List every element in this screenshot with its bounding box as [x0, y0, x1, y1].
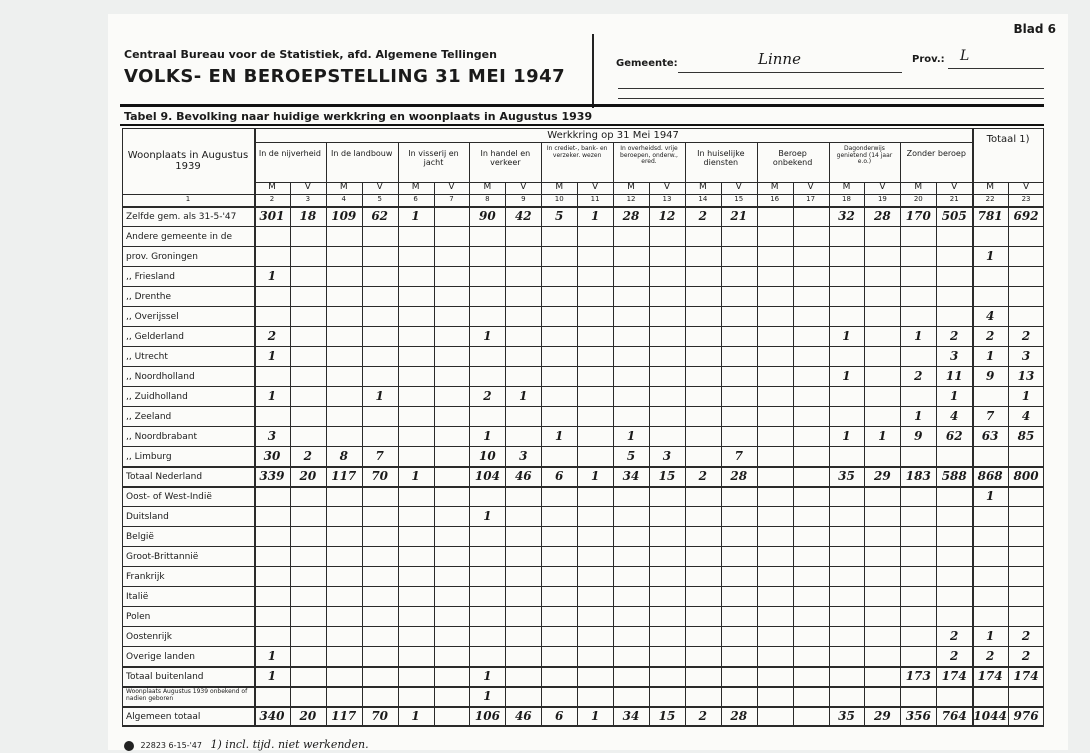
table-cell: 183 [905, 469, 931, 483]
table-cell: 62 [371, 209, 389, 223]
table-cell: 1 [483, 509, 492, 523]
table-cell: 2 [1021, 329, 1031, 343]
table-cell: 174 [977, 669, 1003, 683]
mv-label: M [842, 182, 851, 192]
column-number: 15 [734, 195, 744, 203]
table-cell: 15 [658, 709, 676, 723]
table-cell: 1 [411, 709, 420, 723]
table-cell: 20 [299, 709, 317, 723]
grid-line [122, 686, 1044, 688]
grid-line [122, 446, 1044, 447]
grid-line [122, 206, 1044, 208]
grid-line [122, 606, 1044, 607]
table-cell: 35 [838, 709, 855, 723]
table-cell: 3 [267, 429, 277, 443]
column-number: 10 [554, 195, 564, 203]
group-header: In handel en verkeer [480, 149, 531, 167]
column-number: 16 [770, 195, 780, 203]
census-sheet [108, 14, 1068, 750]
grid-line [122, 386, 1044, 387]
row-label: Woonplaats Augustus 1939 onbekend of nadien geboren [126, 688, 248, 702]
row-label: Duitsland [126, 512, 169, 522]
column-number: 23 [1021, 195, 1031, 203]
grid-line [398, 142, 399, 726]
table-cell: 7 [734, 449, 743, 463]
table-cell: 2 [914, 369, 923, 383]
table-cell: 174 [1013, 669, 1039, 683]
table-cell: 339 [259, 469, 285, 483]
group-header: Dagonderwijs genietend (14 jaar e.o.) [836, 145, 893, 166]
table-cell: 21 [730, 209, 748, 223]
footnote-note: 1) incl. tijd. niet werkenden. [210, 738, 369, 751]
prov-line [948, 68, 1044, 69]
footnote [124, 738, 369, 751]
table-cell: 18 [299, 209, 317, 223]
table-cell: 1 [914, 409, 923, 423]
header-divider [592, 34, 594, 108]
print-code: 22823 6-15-'47 [140, 741, 202, 750]
table-cell: 1 [985, 249, 995, 263]
mv-label: V [879, 182, 886, 192]
grid-line [936, 182, 937, 726]
table-cell: 340 [259, 709, 285, 723]
row-label: ,, Noordbrabant [126, 432, 197, 442]
grid-line [122, 706, 1044, 708]
table-cell: 1 [267, 649, 277, 663]
mv-label: M [914, 182, 923, 192]
prov-value: L [960, 48, 970, 64]
table-cell: 4 [950, 409, 959, 423]
table-cell: 1 [590, 469, 600, 483]
table-cell: 1 [914, 329, 923, 343]
column-number: 22 [985, 195, 995, 203]
grid-line [122, 646, 1044, 647]
table-cell: 20 [299, 469, 317, 483]
table-cell: 4 [1021, 409, 1031, 423]
table-cell: 2 [698, 209, 708, 223]
grid-line [122, 546, 1044, 547]
column-number: 17 [806, 195, 816, 203]
table-cell: 13 [1017, 369, 1035, 383]
grid-line [326, 142, 327, 726]
grid-line [122, 194, 1044, 195]
table-cell: 30 [263, 449, 281, 463]
table-cell: 301 [259, 209, 285, 223]
table-cell: 3 [1021, 349, 1031, 363]
table-cell: 9 [914, 429, 923, 443]
table-cell: 28 [874, 209, 891, 223]
census-table [122, 128, 1044, 726]
table-cell: 34 [622, 709, 640, 723]
table-cell: 4 [985, 309, 995, 323]
mv-label: M [555, 182, 564, 192]
grid-line [122, 286, 1044, 287]
grid-line [122, 466, 1044, 468]
grid-line [122, 306, 1044, 307]
table-cell: 1 [1021, 389, 1031, 403]
table-cell: 1 [842, 329, 851, 343]
table-cell: 63 [981, 429, 999, 443]
gemeente-line [678, 72, 902, 73]
table-cell: 1 [267, 389, 277, 403]
table-cell: 800 [1013, 469, 1039, 483]
table-cell: 2 [303, 449, 313, 463]
mv-label: M [411, 182, 420, 192]
group-header: In de nijverheid [258, 149, 321, 158]
table-cell: 70 [371, 709, 389, 723]
row-label: Andere gemeente in de [126, 232, 233, 242]
table-cell: 104 [474, 469, 500, 483]
grid-line [122, 426, 1044, 427]
table-cell: 588 [941, 469, 967, 483]
table-cell: 1 [411, 209, 420, 223]
row-label: Overige landen [126, 652, 195, 662]
table-cell: 1044 [973, 709, 1007, 723]
grid-line [122, 626, 1044, 627]
table-cell: 1 [590, 209, 600, 223]
table-cell: 7 [985, 409, 995, 423]
row-label: ,, Drenthe [126, 292, 172, 302]
table-cell: 1 [878, 429, 887, 443]
grid-line [122, 266, 1044, 267]
table-cell: 2 [985, 329, 995, 343]
mv-label: M [698, 182, 707, 192]
table-cell: 2 [1021, 629, 1031, 643]
gemeente-value: Linne [758, 50, 801, 68]
row-label: Frankrijk [126, 572, 165, 582]
table-cell: 35 [838, 469, 855, 483]
table-cell: 29 [874, 469, 891, 483]
table-cell: 1 [950, 389, 959, 403]
column-number: 5 [377, 195, 382, 203]
table-cell: 170 [905, 209, 931, 223]
form-line [618, 98, 1044, 99]
row-label: ,, Zuidholland [126, 392, 188, 402]
header-rule [120, 104, 1044, 107]
column-number: 7 [449, 195, 454, 203]
table-cell: 692 [1013, 209, 1039, 223]
table-cell: 109 [331, 209, 357, 223]
row-label: Algemeen totaal [126, 712, 201, 722]
table-cell: 3 [519, 449, 528, 463]
column-number: 19 [877, 195, 887, 203]
column-number: 4 [341, 195, 346, 203]
table-cell: 1 [483, 329, 492, 343]
row-label: ,, Gelderland [126, 332, 184, 342]
column-number: 6 [413, 195, 418, 203]
grid-line [122, 526, 1044, 527]
table-cell: 5 [555, 209, 564, 223]
table-cell: 34 [622, 469, 640, 483]
grid-line [122, 346, 1044, 347]
table-cell: 5 [626, 449, 636, 463]
table-cell: 1 [842, 369, 851, 383]
table-cell: 868 [977, 469, 1003, 483]
table-cell: 1 [626, 429, 636, 443]
totaal-header: Totaal 1) [986, 134, 1030, 145]
table-cell: 1 [483, 689, 492, 703]
column-number: 21 [949, 195, 959, 203]
table-cell: 781 [977, 209, 1003, 223]
table-cell: 505 [941, 209, 967, 223]
row-label: Polen [126, 612, 151, 622]
grid-line [122, 586, 1044, 587]
row-label: Totaal buitenland [126, 672, 204, 682]
table-cell: 2 [950, 329, 959, 343]
table-cell: 62 [945, 429, 963, 443]
table-cell: 764 [941, 709, 967, 723]
table-cell: 10 [479, 449, 496, 463]
grid-line [122, 566, 1044, 567]
table-cell: 32 [838, 209, 855, 223]
table-cell: 173 [905, 669, 931, 683]
table-cell: 1 [590, 709, 600, 723]
table-cell: 3 [662, 449, 672, 463]
table-cell: 1 [375, 389, 384, 403]
mv-label: V [520, 182, 527, 192]
grid-line [122, 128, 123, 726]
table-cell: 6 [555, 469, 564, 483]
column-number: 2 [269, 195, 275, 203]
row-label: Oost- of West-Indië [126, 492, 212, 502]
table-cell: 1 [411, 469, 420, 483]
woonplaats-header: Woonplaats in Augustus 1939 [127, 150, 249, 172]
mv-label: V [951, 182, 958, 192]
table-cell: 1 [985, 349, 995, 363]
table-cell: 2 [950, 629, 959, 643]
column-number: 11 [590, 195, 600, 203]
table-cell: 28 [730, 709, 748, 723]
table-cell: 174 [941, 669, 967, 683]
table-cell: 1 [519, 389, 528, 403]
row-label: ,, Zeeland [126, 412, 172, 422]
row-label: ,, Limburg [126, 452, 172, 462]
column-number: 18 [842, 195, 851, 203]
column-number: 9 [521, 195, 526, 203]
group-header: In crediet-, bank- en verzeker. wezen [546, 145, 608, 159]
table-cell: 28 [622, 209, 640, 223]
row-label: ,, Utrecht [126, 352, 168, 362]
group-header: In visserij en jacht [408, 149, 459, 167]
table-cell: 356 [905, 709, 931, 723]
table-cell: 2 [267, 329, 277, 343]
grid-line [122, 128, 1044, 129]
table-cell: 1 [985, 629, 995, 643]
form-title: VOLKS- EN BEROEPSTELLING 31 MEI 1947 [124, 66, 566, 87]
row-label: België [126, 532, 154, 542]
table-cell: 1 [267, 269, 277, 283]
table-cell: 6 [555, 709, 564, 723]
grid-line [122, 246, 1044, 247]
mv-label: V [448, 182, 455, 192]
mv-label: M [627, 182, 635, 192]
group-header: In overheidsd. vrije beroepen, onderw., ered. [620, 145, 678, 166]
table-cell: 1 [267, 349, 277, 363]
column-number: 1 [185, 195, 191, 203]
table-cell: 2 [1021, 649, 1031, 663]
grid-line [757, 142, 758, 726]
table-cell: 2 [950, 649, 959, 663]
mv-label: V [1022, 182, 1030, 192]
page-number: Blad 6 [1013, 22, 1056, 36]
table-cell: 106 [474, 709, 500, 723]
row-label: prov. Groningen [126, 252, 198, 262]
table-cell: 46 [514, 709, 532, 723]
column-number: 13 [662, 195, 672, 203]
row-label: Oostenrijk [126, 632, 172, 642]
column-number: 20 [913, 195, 923, 203]
grid-line [793, 182, 794, 726]
table-cell: 1 [267, 669, 277, 683]
gemeente-label: Gemeente: [616, 58, 678, 69]
prov-label: Prov.: [912, 54, 945, 65]
grid-line [122, 725, 1044, 727]
table-rule [120, 124, 1044, 126]
werkkring-header: Werkkring op 31 Mei 1947 [547, 130, 679, 141]
grid-line [122, 226, 1044, 227]
group-header: In huiselijke diensten [697, 149, 745, 167]
table-cell: 2 [698, 709, 708, 723]
bureau-name: Centraal Bureau voor de Statistiek, afd. Algemene Tellingen [124, 48, 497, 61]
mv-label: M [770, 182, 779, 192]
mv-label: V [807, 182, 814, 192]
group-header: Beroep onbekend [772, 149, 813, 167]
table-cell: 12 [658, 209, 676, 223]
row-label: ,, Friesland [126, 272, 175, 282]
row-label: Zelfde gem. als 31-5-'47 [126, 212, 237, 222]
grid-line [1008, 182, 1009, 726]
grid-line [122, 406, 1044, 407]
table-cell: 1 [842, 429, 851, 443]
mv-label: V [735, 182, 742, 192]
table-cell: 90 [479, 209, 496, 223]
table-title: Tabel 9. Bevolking naar huidige werkkring en woonplaats in Augustus 1939 [124, 110, 593, 123]
grid-line [685, 142, 686, 726]
grid-line [122, 506, 1044, 507]
mv-label: M [339, 182, 348, 192]
row-label: Italië [126, 592, 149, 602]
table-cell: 9 [985, 369, 995, 383]
table-cell: 1 [985, 489, 995, 503]
grid-line [434, 182, 435, 726]
table-cell: 85 [1017, 429, 1035, 443]
row-label: Groot-Brittannië [126, 552, 199, 562]
group-header: In de landbouw [331, 149, 393, 158]
row-label: ,, Noordholland [126, 372, 195, 382]
column-number: 14 [698, 195, 708, 203]
grid-line [864, 182, 865, 726]
table-cell: 29 [874, 709, 891, 723]
grid-line [122, 486, 1044, 488]
table-cell: 117 [331, 709, 357, 723]
table-cell: 11 [945, 369, 963, 383]
grid-line [122, 326, 1044, 327]
mv-label: M [268, 182, 276, 192]
table-cell: 42 [514, 209, 532, 223]
table-cell: 1 [483, 429, 492, 443]
table-cell: 1 [483, 669, 492, 683]
table-cell: 976 [1013, 709, 1039, 723]
group-header: Zonder beroep [906, 149, 966, 158]
row-label: ,, Overijssel [126, 312, 179, 322]
table-cell: 2 [985, 649, 995, 663]
table-cell: 1 [555, 429, 564, 443]
table-cell: 3 [950, 349, 959, 363]
mv-label: V [663, 182, 671, 192]
table-cell: 70 [371, 469, 389, 483]
grid-line [577, 182, 578, 726]
column-number: 12 [626, 195, 636, 203]
mv-label: V [304, 182, 311, 192]
table-cell: 46 [514, 469, 532, 483]
grid-line [122, 366, 1044, 367]
column-number: 3 [305, 195, 311, 203]
table-cell: 7 [375, 449, 384, 463]
mv-label: V [376, 182, 383, 192]
grid-line [122, 666, 1044, 668]
table-cell: 15 [658, 469, 676, 483]
form-line [618, 88, 1044, 89]
table-cell: 8 [339, 449, 348, 463]
table-cell: 2 [483, 389, 492, 403]
table-cell: 117 [331, 469, 357, 483]
printer-logo-icon [124, 741, 134, 751]
mv-label: V [592, 182, 599, 192]
row-label: Totaal Nederland [126, 472, 203, 482]
mv-label: M [483, 182, 492, 192]
column-number: 8 [485, 195, 490, 203]
table-cell: 2 [698, 469, 708, 483]
table-cell: 28 [730, 469, 748, 483]
mv-label: M [986, 182, 994, 192]
